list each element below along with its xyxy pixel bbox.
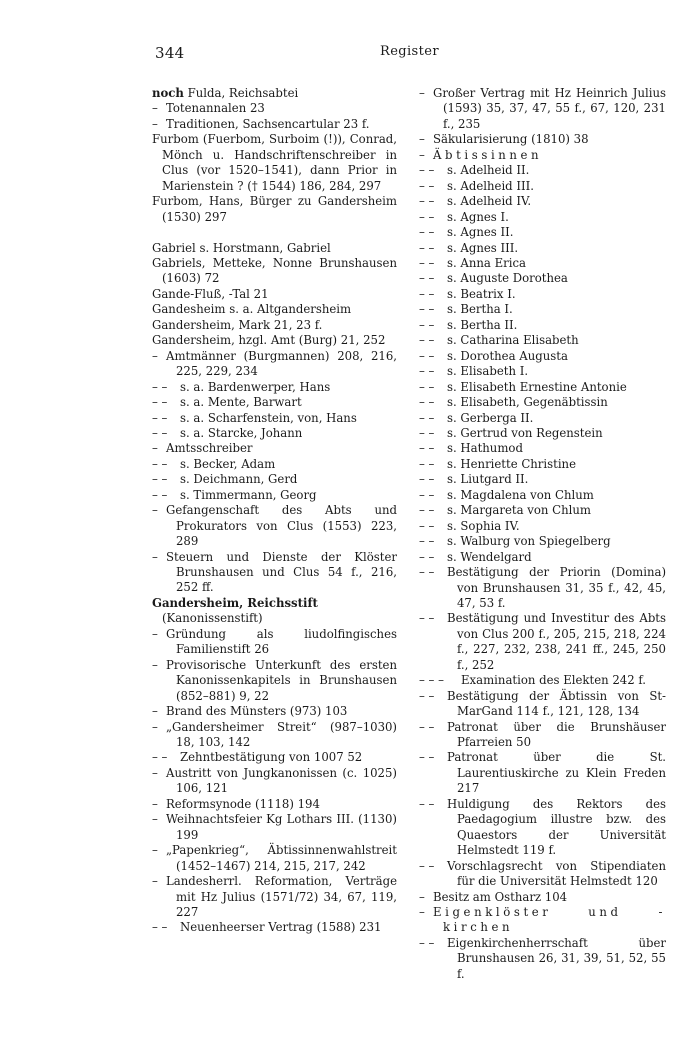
index-entry (419, 905, 666, 936)
entry-dash-marker: – – (419, 302, 435, 317)
index-entry (419, 148, 666, 163)
index-entry (419, 565, 666, 611)
index-entry-text: s. Adelheid III. (447, 178, 534, 193)
entry-dash-marker: – – (419, 503, 435, 518)
index-entry (152, 750, 397, 765)
index-entry (419, 426, 666, 441)
index-entry (419, 318, 666, 333)
index-entry (152, 920, 397, 935)
entry-dash-marker: – – (419, 395, 435, 410)
index-entry (152, 132, 397, 194)
entry-dash-marker: – – (419, 225, 435, 240)
entry-dash-marker: – – (419, 271, 435, 286)
index-entry-text: Gründung als liudolfingisches Familienstift 26 (166, 626, 397, 657)
index-entry (419, 241, 666, 256)
index-entry-text: s. Elisabeth I. (447, 364, 529, 379)
index-entry (419, 210, 666, 225)
index-entry-text: Amtsschreiber (166, 441, 253, 456)
index-entry (419, 488, 666, 503)
entry-dash-marker: – (152, 843, 158, 858)
entry-dash-marker: – – (152, 750, 168, 765)
entry-dash-marker: – (419, 147, 425, 162)
entry-rest: Fulda, Reichsabtei (183, 86, 299, 100)
entry-dash-marker: – – (419, 565, 435, 580)
entry-dash-marker: – (152, 765, 158, 780)
entry-dash-marker: – – (419, 333, 435, 348)
entry-dash-marker: – – (419, 487, 435, 502)
index-entry (419, 890, 666, 905)
index-entry (419, 349, 666, 364)
entry-dash-marker: – – (152, 472, 168, 487)
entry-dash-marker: – – (419, 410, 435, 425)
index-entry (419, 256, 666, 271)
index-entry (419, 441, 666, 456)
index-entry (419, 859, 666, 890)
index-entry (152, 812, 397, 843)
index-entry (419, 611, 666, 673)
index-entry-text: s. a. Starcke, Johann (180, 425, 303, 440)
index-entry-text: Vorschlagsrecht von Stipendiaten für die Universität Helmstedt 120 (447, 858, 666, 889)
index-entry-text: „Gandersheimer Streit“ (987–1030) 18, 103, 142 (166, 719, 397, 750)
index-entry-text: Eigenklöster und -kirchen (433, 905, 666, 935)
index-entry (152, 611, 397, 626)
index-entry-text: Großer Vertrag mit Hz Heinrich Julius (1593) 35, 37, 47, 55 f., 67, 120, 231 f., 235 (433, 86, 666, 131)
entry-dash-marker: – – (152, 410, 168, 425)
index-column-right (419, 86, 666, 982)
index-entry-text: Weihnachtsfeier Kg Lothars III. (1130) 199 (166, 812, 397, 842)
entry-dash-marker: – (152, 719, 158, 734)
index-entry (152, 457, 397, 472)
entry-dash-marker: – – (419, 348, 435, 363)
index-entry-text: Examination des Elekten 242 f. (461, 673, 647, 688)
index-entry-text: Brand des Münsters (973) 103 (166, 704, 348, 719)
index-entry-text: s. Anna Erica (447, 255, 526, 270)
index-entry-text: s. Adelheid IV. (447, 194, 532, 209)
index-entry-text: Bestätigung der Priorin (Domina) von Brunshausen 31, 35 f., 42, 45, 47, 53 f. (447, 565, 666, 610)
index-entry (419, 163, 666, 178)
entry-dash-marker: – (419, 889, 425, 904)
index-entry (152, 86, 397, 101)
entry-dash-marker: – – (419, 549, 435, 564)
index-entry-text: Steuern und Dienste der Klöster Brunshausen und Clus 54 f., 216, 252 ff. (166, 549, 397, 595)
index-entry (419, 302, 666, 317)
entry-dash-marker: – – (419, 456, 435, 471)
entry-dash-marker: – – (419, 178, 435, 193)
entry-dash-marker: – – (419, 750, 435, 765)
entry-dash-marker: – (152, 874, 158, 889)
index-entry (419, 395, 666, 410)
index-entry-text: Gandersheim, Mark 21, 23 f. (152, 317, 323, 332)
index-entry (152, 766, 397, 797)
index-entry-text: Landesherrl. Reformation, Verträge mit Hz Julius (1571/72) 34, 67, 119, 227 (166, 874, 397, 919)
entry-dash-marker: – – (419, 534, 435, 549)
index-entry-text (152, 86, 298, 100)
index-entry-text: Eigenkirchenherrschaft über Brunshausen 26, 31, 39, 51, 52, 55 f. (447, 935, 666, 981)
index-entry (152, 843, 397, 874)
index-entry-text: s. Beatrix I. (447, 286, 516, 301)
index-entry (152, 472, 397, 487)
index-entry-text: Besitz am Ostharz 104 (433, 889, 568, 904)
index-entry-text: s. Agnes II. (447, 225, 514, 240)
index-entry (419, 86, 666, 132)
entry-dash-marker: – (152, 812, 158, 827)
index-entry (419, 333, 666, 348)
entry-dash-marker: – (152, 441, 158, 456)
index-entry-text: s. Gertrud von Regenstein (447, 425, 603, 440)
entry-dash-marker: – – (419, 364, 435, 379)
index-entry-text: s. Catharina Elisabeth (447, 333, 579, 348)
index-entry (152, 627, 397, 658)
index-entry (152, 380, 397, 395)
index-entry-text: Bestätigung der Äbtissin von St-MarGand 114 f., 121, 128, 134 (447, 688, 666, 719)
entry-dash-marker: – – (152, 395, 168, 410)
entry-dash-marker: – (152, 116, 158, 131)
index-entry-text: s. Becker, Adam (180, 456, 276, 471)
index-entry-text: s. Bertha I. (447, 302, 513, 317)
index-entry-text: s. a. Bardenwerper, Hans (180, 379, 331, 394)
index-entry (419, 750, 666, 796)
index-entry (419, 194, 666, 209)
index-entry (419, 550, 666, 565)
index-entry (419, 287, 666, 302)
index-entry (419, 364, 666, 379)
index-entry-text: Amtmänner (Burgmannen) 208, 216, 225, 229, 234 (166, 348, 397, 379)
index-entry-text: s. Wendelgard (447, 549, 532, 564)
index-entry (152, 411, 397, 426)
entry-dash-marker: – (152, 101, 158, 116)
index-entry (152, 658, 397, 704)
entry-dash-marker: – – (419, 163, 435, 178)
index-entry (152, 101, 397, 116)
index-entry-text: Patronat über die Brunshäuser Pfarreien 50 (447, 719, 666, 750)
index-entry-text: s. Walburg von Spiegelberg (447, 534, 611, 549)
index-entry (152, 704, 397, 719)
entry-dash-marker: – – (419, 796, 435, 811)
entry-dash-marker: – – (419, 611, 435, 626)
index-entry-text: Totenannalen 23 (166, 101, 265, 116)
entry-dash-marker: – (419, 905, 425, 920)
index-entry (152, 117, 397, 132)
index-entry (419, 673, 666, 688)
index-entry-text: Patronat über die St. Laurentiuskirche zu Klein Freden 217 (447, 750, 666, 796)
index-entry-text: s. Elisabeth, Gegenäbtissin (447, 395, 608, 410)
entry-dash-marker: – (152, 549, 158, 564)
index-entry (152, 426, 397, 441)
entry-dash-marker: – – (419, 209, 435, 224)
index-entry (419, 689, 666, 720)
index-entry-text: Furbom (Fuerbom, Surboim (!)), Conrad, Mönch u. Handschriftenschreiber in Clus (vor 1520–1541), dann Prior in Marienstein ? († 1544) 186, 284, 297 (152, 132, 397, 193)
index-entry (419, 271, 666, 286)
index-entry-text: s. Timmermann, Georg (180, 487, 317, 502)
index-entry-text: s. Hathumod (447, 441, 523, 456)
entry-dash-marker: – – (419, 240, 435, 255)
index-entry-text: s. Deichmann, Gerd (180, 472, 298, 487)
index-entry-text: s. Adelheid II. (447, 163, 530, 178)
index-entry-text: Huldigung des Rektors des Paedagogium illustre bzw. des Quaestors der Universität Helmstedt 119 f. (447, 796, 666, 858)
index-entry (419, 179, 666, 194)
index-entry-text: s. Auguste Dorothea (447, 271, 568, 286)
entry-dash-marker: – – (152, 456, 168, 471)
index-entry (152, 241, 397, 256)
entry-dash-marker: – – – (419, 673, 444, 688)
index-entry-text: (Kanonissenstift) (162, 611, 263, 626)
entry-dash-marker: – – (152, 425, 168, 440)
index-entry-text: Gabriel s. Horstmann, Gabriel (152, 240, 331, 255)
index-entry-text: s. Dorothea Augusta (447, 348, 568, 363)
entry-dash-marker: – (419, 86, 425, 100)
index-entry-text: s. Agnes III. (447, 240, 519, 255)
index-entry (152, 503, 397, 549)
index-entry (419, 132, 666, 147)
index-entry-text: s. a. Mente, Barwart (180, 395, 302, 410)
index-entry (152, 256, 397, 287)
entry-dash-marker: – – (419, 425, 435, 440)
index-entry-text: Zehntbestätigung von 1007 52 (180, 750, 363, 765)
index-entry (419, 519, 666, 534)
entry-dash-marker: – – (419, 194, 435, 209)
entry-dash-marker: – – (152, 487, 168, 502)
index-entry (152, 797, 397, 812)
index-entry-text: s. Elisabeth Ernestine Antonie (447, 379, 627, 394)
entry-dash-marker: – (152, 348, 158, 363)
page-number: 344 (155, 44, 185, 62)
index-entry (419, 797, 666, 859)
index-entry-text: Traditionen, Sachsencartular 23 f. (166, 116, 370, 131)
index-entry-text: Reformsynode (1118) 194 (166, 796, 320, 811)
entry-dash-marker: – (419, 132, 425, 147)
index-entry (152, 302, 397, 317)
entry-dash-marker: – – (152, 379, 168, 394)
index-entry (152, 550, 397, 596)
index-entry-text: s. a. Scharfenstein, von, Hans (180, 410, 357, 425)
index-entry-text: „Papenkrieg“, Äbtissinnenwahlstreit (1452–1467) 214, 215, 217, 242 (166, 843, 397, 873)
entry-dash-marker: – (152, 626, 158, 641)
entry-dash-marker: – – (419, 317, 435, 332)
index-entry (419, 380, 666, 395)
index-entry (152, 287, 397, 302)
index-entry-text: Furbom, Hans, Bürger zu Gandersheim (1530) 297 (152, 194, 397, 224)
index-entry (152, 488, 397, 503)
index-entry (419, 411, 666, 426)
index-entry-text: Äbtissinnen (433, 147, 543, 162)
index-entry-text: Provisorische Unterkunft des ersten Kanonissenkapitels in Brunshausen (852–881) 9, 22 (166, 657, 397, 703)
entry-dash-marker: – – (419, 472, 435, 487)
entry-dash-marker: – – (419, 858, 435, 873)
index-entry (152, 874, 397, 920)
running-head: Register (380, 44, 439, 59)
entry-dash-marker: – – (419, 286, 435, 301)
index-entry-text: Gandersheim, Reichsstift (152, 595, 318, 610)
entry-dash-marker: – – (419, 379, 435, 394)
index-entry-text: Säkularisierung (1810) 38 (433, 132, 589, 147)
index-entry (419, 936, 666, 982)
entry-dash-marker: – (152, 704, 158, 719)
index-entry (419, 457, 666, 472)
entry-dash-marker: – – (152, 920, 168, 935)
index-entry (419, 503, 666, 518)
index-entry-text: Gandesheim s. a. Altgandersheim (152, 302, 352, 317)
entry-dash-marker: – (152, 796, 158, 811)
index-entry-text: Gande-Fluß, -Tal 21 (152, 286, 269, 301)
index-entry (419, 225, 666, 240)
index-entry (419, 720, 666, 751)
index-entry (419, 534, 666, 549)
index-entry-text: s. Liutgard II. (447, 472, 529, 487)
entry-dash-marker: – – (419, 441, 435, 456)
index-column-left (152, 86, 397, 936)
index-entry-text: s. Henriette Christine (447, 456, 577, 471)
index-entry-text: Neuenheerser Vertrag (1588) 231 (180, 920, 382, 935)
entry-dash-marker: – – (419, 688, 435, 703)
index-entry-text: Bestätigung und Investitur des Abts von Clus 200 f., 205, 215, 218, 224 f., 227, 232, 238, 241 ff., 245, 250 f., 252 (447, 611, 666, 672)
index-entry-text: s. Bertha II. (447, 317, 518, 332)
entry-dash-marker: – – (419, 719, 435, 734)
index-entry-text: Gandersheim, hzgl. Amt (Burg) 21, 252 (152, 333, 386, 348)
index-entry (152, 194, 397, 225)
index-entry-text: Gefangenschaft des Abts und Prokurators von Clus (1553) 223, 289 (166, 503, 397, 549)
entry-prefix: noch (152, 86, 184, 100)
entry-dash-marker: – – (419, 935, 435, 950)
index-entry-text: s. Gerberga II. (447, 410, 534, 425)
index-entry (152, 441, 397, 456)
index-entry (152, 333, 397, 348)
index-entry (152, 395, 397, 410)
index-entry-text: s. Magdalena von Chlum (447, 487, 594, 502)
entry-dash-marker: – – (419, 255, 435, 270)
index-entry (419, 472, 666, 487)
index-entry (152, 349, 397, 380)
index-entry-text: s. Agnes I. (447, 209, 509, 224)
index-entry (152, 596, 397, 611)
index-entry-text: s. Sophia IV. (447, 518, 520, 533)
index-entry-text: s. Margareta von Chlum (447, 503, 591, 518)
index-entry-text: Gabriels, Metteke, Nonne Brunshausen (1603) 72 (152, 255, 397, 286)
entry-dash-marker: – – (419, 518, 435, 533)
entry-dash-marker: – (152, 657, 158, 672)
index-entry (152, 318, 397, 333)
entry-dash-marker: – (152, 503, 158, 518)
index-entry (152, 720, 397, 751)
index-entry-text: Austritt von Jungkanonissen (c. 1025) 106, 121 (166, 765, 397, 796)
